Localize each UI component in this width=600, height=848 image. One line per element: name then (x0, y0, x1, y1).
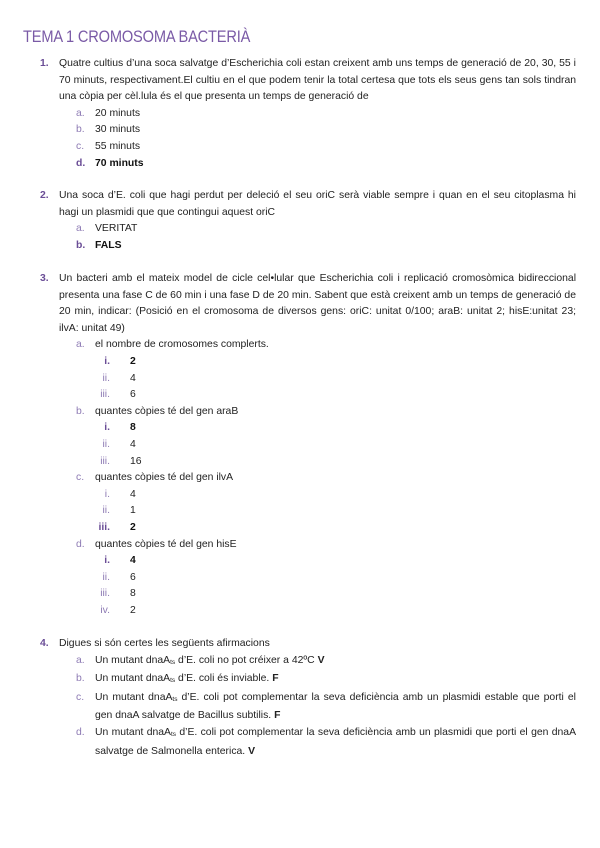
question-number: 4. (40, 638, 49, 649)
option-a: a. 20 minuts (76, 107, 141, 119)
answer-label: F (272, 673, 279, 685)
question-number: 3. (40, 273, 49, 284)
question-text: Digues si són certes les següents afirmacions (59, 638, 270, 649)
option-d-correct: d. 70 minuts (76, 157, 144, 169)
option-c: c. 55 minuts (76, 140, 141, 152)
part-b: b. quantes còpies té del gen araB (76, 405, 239, 417)
part-d-sub-iv: iv. 2 (100, 604, 136, 616)
part-d: d. quantes còpies té del gen hisE (76, 538, 237, 550)
part-c-sub-ii: ii. 1 (102, 505, 136, 517)
part-b-sub-i: i. 8 (104, 422, 136, 434)
question-2 (40, 188, 576, 254)
part-d-sub-iii: iii. 8 (100, 588, 136, 600)
question-text: Una soca d’E. coli que hagi perdut per deleció el seu oriC serà viable sempre i quan en el seu citoplasma hi hagi un plasmidi que que contingui aquest oriC (59, 190, 576, 218)
statement-d: d. Un mutant dnaA$_{ts}$ d’E. coli pot complementar la seva deficiència amb un plasmidi que porti el gen dnaA salvatge de Salmonella enterica. V (76, 726, 576, 757)
part-b-sub-iii: iii. 16 (100, 455, 142, 467)
part-d-sub-ii: ii. 6 (102, 571, 136, 583)
question-4 (40, 636, 576, 760)
part-d-sub-i: i. 4 (104, 555, 136, 567)
part-c: c. quantes còpies té del gen ilvA (76, 472, 234, 484)
statement-a: a. Un mutant dnaA$_{ts}$ d’E. coli no pot créixer a 42ºC V (76, 654, 325, 666)
part-a-sub-iii: iii. 6 (100, 389, 136, 401)
answer-label: V (317, 654, 325, 666)
statement-b: b. Un mutant dnaA$_{ts}$ d’E. coli és inviable. F (76, 673, 279, 685)
option-a: a. VERITAT (76, 223, 138, 235)
option-b: b. 30 minuts (76, 124, 141, 136)
part-a: a. el nombre de cromosomes complerts. (76, 339, 269, 351)
answer-label: F (274, 710, 281, 722)
part-a-sub-ii: ii. 4 (102, 372, 136, 384)
question-text: Un bacteri amb el mateix model de cicle cel•lular que Escherichia coli i replicació cromosòmica bidireccional presenta una fase C de 60 min i una fase D de 20 min. Sabent que està creixent amb un temps de generació de 20 min, indicar: (Posició en el cromosoma de diversos gens: oriC: unitat 0/100; araB: unitat 2; hisE:unitat 23; ilvA: unitat 49) (59, 273, 576, 334)
part-c-sub-iii: iii. 2 (98, 521, 136, 533)
option-b-correct: b. FALS (76, 239, 122, 251)
question-1 (40, 56, 576, 172)
question-text: Quatre cultius d’una soca salvatge d’Escherichia coli estan creixent amb uns temps de generació de 20, 30, 55 i 70 minuts, respectivament.El cultiu en el que podem tenir la total certesa que tots els seus gens tan sols tindran una còpia per cèl.lula és el que presenta un temps de generació de (59, 58, 576, 103)
question-3 (40, 271, 576, 619)
statement-c: c. Un mutant dnaA$_{ts}$ d’E. coli pot complementar la seva deficiència amb un plasmidi estable que porti el gen dnaA salvatge de Bacillus subtilis. F (76, 691, 576, 722)
question-number: 1. (40, 58, 49, 69)
page-title: TEMA 1 CROMOSOMA BACTERIÀ (23, 27, 251, 46)
part-c-sub-i: i. 4 (104, 488, 136, 500)
answer-label: V (248, 745, 256, 757)
question-number: 2. (40, 190, 49, 201)
part-a-sub-i: i. 2 (104, 355, 136, 367)
part-b-sub-ii: ii. 4 (102, 438, 136, 450)
